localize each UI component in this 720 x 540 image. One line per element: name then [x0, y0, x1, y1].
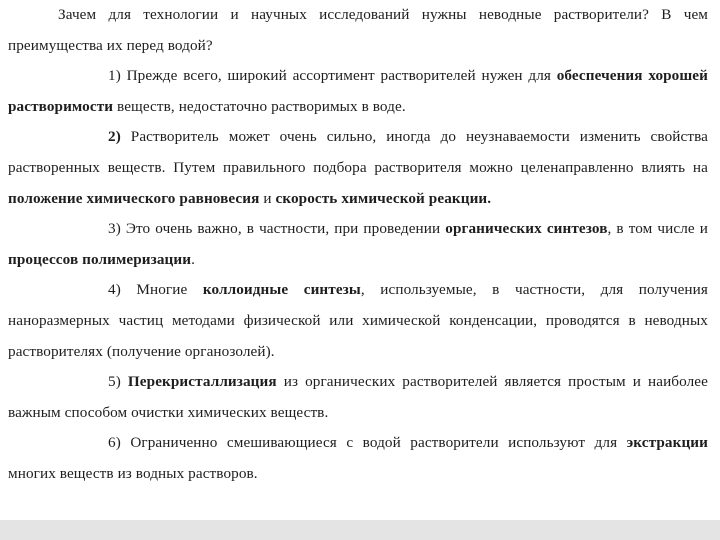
item-text: из органических растворителей является простым и наиболее важным способом очистки химических веществ. [8, 373, 708, 421]
item-number: 6) [108, 434, 121, 452]
item-text: , в том числе и [607, 220, 708, 238]
item-emphasis: скорость химической реакции. [275, 189, 492, 207]
list-item-4 [8, 275, 708, 367]
item-emphasis: обеспечения хорошей растворимости [8, 67, 708, 115]
item-number: 2) [108, 128, 121, 146]
item-text: и [259, 189, 276, 207]
list-item-6 [8, 428, 708, 489]
item-number: 4) [108, 281, 121, 299]
item-text: , используемые, в частности, для получения наноразмерных частиц методами физической или химической конденсации, проводятся в неводных растворителях (получение органозолей). [8, 281, 708, 360]
intro-question [8, 0, 708, 61]
item-number: 3) [108, 220, 121, 238]
item-text: веществ, недостаточно растворимых в воде. [113, 97, 406, 115]
item-emphasis: положение химического равновесия [8, 189, 260, 207]
item-emphasis: органических синтезов [445, 220, 608, 238]
item-emphasis: Перекристаллизация [127, 373, 277, 391]
bottom-margin-strip [0, 520, 720, 540]
item-text: Многие [136, 281, 203, 299]
list-item-5 [8, 367, 708, 428]
item-number: 1) [108, 67, 121, 85]
item-text: Это очень важно, в частности, при проведении [125, 220, 446, 238]
item-text: . [191, 250, 196, 268]
item-number: 5) [108, 373, 121, 391]
item-text: Растворитель может очень сильно, иногда до неузнаваемости изменить свойства растворенных веществ. Путем правильного подбора растворителя можно целенаправленно влиять на [8, 128, 708, 176]
item-text: многих веществ из водных растворов. [8, 464, 258, 482]
list-item-3 [8, 214, 708, 275]
item-emphasis: процессов полимеризации [8, 250, 192, 268]
list-item-2 [8, 122, 708, 214]
item-emphasis: экстракции [626, 434, 708, 452]
item-emphasis: коллоидные синтезы [202, 281, 361, 299]
intro-text: Зачем для технологии и научных исследований нужны неводные растворители? В чем преимущества их перед водой? [8, 6, 708, 54]
item-text: Прежде всего, широкий ассортимент растворителей нужен для [126, 67, 557, 85]
item-text: Ограниченно смешивающиеся с водой растворители используют для [130, 434, 627, 452]
document-body [8, 0, 708, 490]
list-item-1 [8, 61, 708, 122]
